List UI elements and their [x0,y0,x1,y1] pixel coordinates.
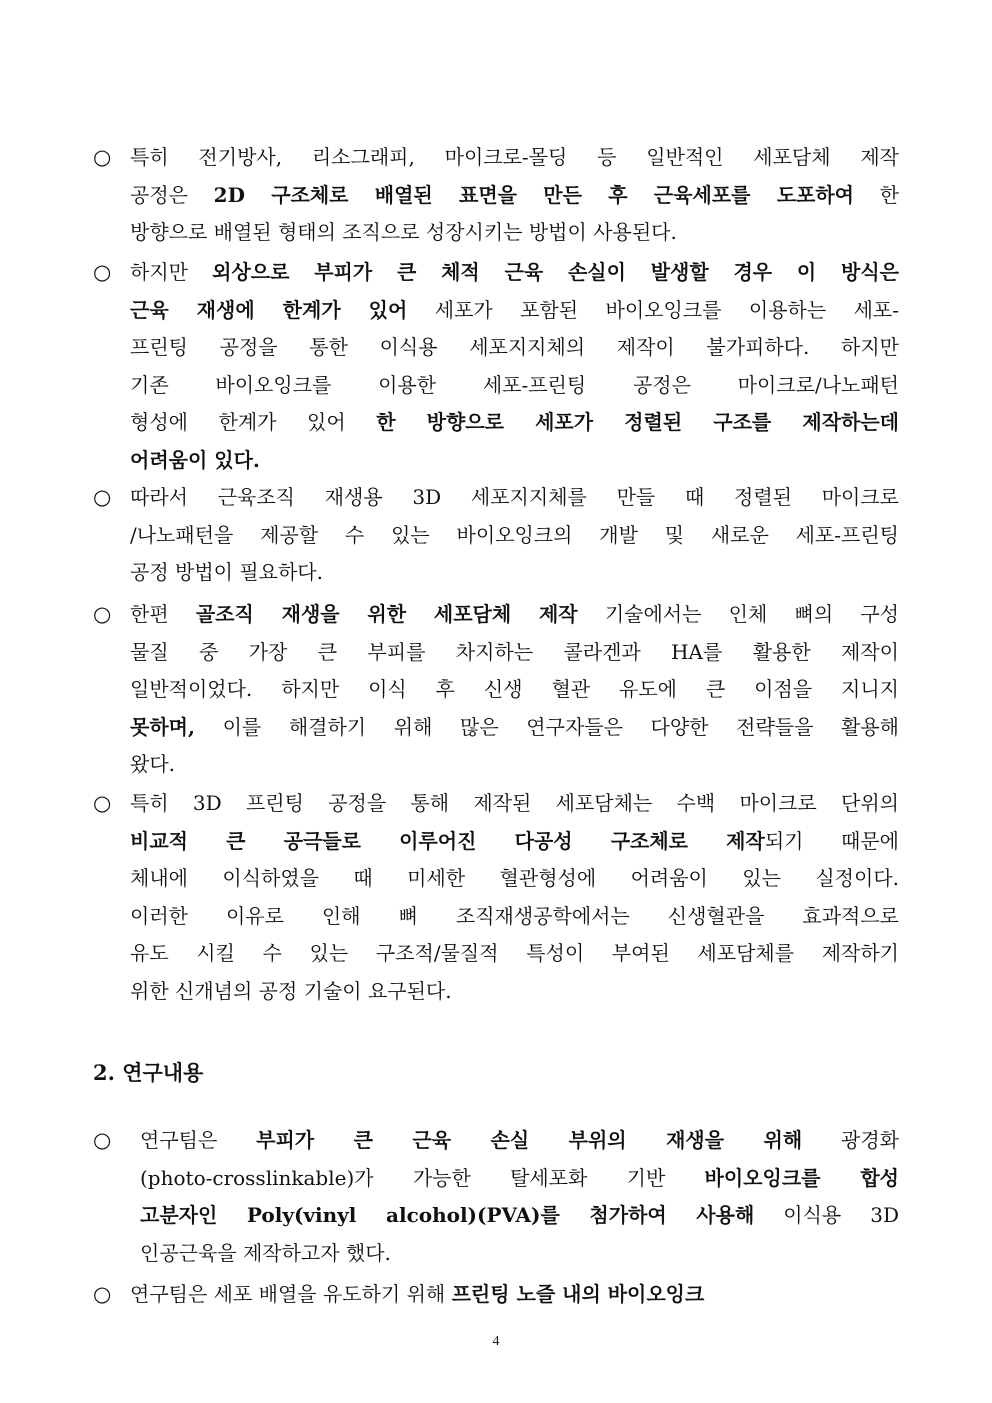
text-run: 기존 바이오잉크를 이용한 세포-프린팅 공정은 마이크로/나노패턴 [130,372,899,397]
text-run: 공정 방법이 필요하다. [130,560,323,584]
paragraph-text [130,254,899,479]
paragraph-text [130,785,899,1010]
text-line [140,1122,899,1160]
text-line [130,596,899,634]
text-run: 왔다. [130,752,175,776]
bullet-circle: ○ [93,260,112,284]
bold-run: 고분자인 Poly(vinyl alcohol)(PVA)를 첨가하여 사용해 [140,1203,755,1227]
text-line [130,671,899,709]
text-line [130,709,899,747]
bullet-circle: ○ [93,602,112,626]
text-run: 연구팀은 [140,1128,257,1152]
text-run: 따라서 근육조직 재생용 3D 세포지지체를 만들 때 정렬된 마이크로 [130,485,899,509]
text-line [130,177,899,215]
text-run: 세포가 포함된 바이오잉크를 이용하는 세포- [407,297,899,322]
text-run: 위한 신개념의 공정 기술이 요구된다. [130,978,452,1003]
text-run: 연구팀은 세포 배열을 유도하기 위해 [130,1282,452,1306]
text-line [130,517,899,555]
text-line [130,785,899,823]
paragraph-text [130,596,899,784]
text-line [130,254,899,292]
text-line [130,479,899,517]
text-line [130,442,899,480]
text-run: 특히 3D 프린팅 공정을 통해 제작된 세포담체는 수백 마이크로 단위의 [130,791,899,815]
text-run: /나노패턴을 제공할 수 있는 바이오잉크의 개발 및 새로운 세포-프린팅 [130,522,899,547]
text-run: 이식용 3D [754,1203,900,1227]
text-run: 되기 때문에 [764,828,899,853]
section-heading: 2. 연구내용 [93,1060,204,1085]
text-run: 이를 해결하기 위해 많은 연구자들은 다양한 전략들을 활용해 [194,714,899,739]
text-run: 일반적이었다. 하지만 이식 후 신생 혈관 유도에 큰 이점을 지니지 [130,677,899,701]
bold-run: 못하며, [130,714,195,739]
bold-run: 부피가 큰 근육 손실 부위의 재생을 위해 [256,1128,803,1152]
text-line [130,139,899,177]
text-line [140,1197,899,1235]
bold-run: 어려움이 있다. [130,447,260,472]
text-run: 기술에서는 인체 뼈의 구성 [577,602,899,626]
text-line [130,935,899,973]
text-line [130,634,899,672]
text-line [130,823,899,861]
bullet-circle: ○ [93,1128,112,1152]
text-run: 특히 전기방사, 리소그래피, 마이크로-몰딩 등 일반적인 세포담체 제작 [130,145,899,169]
text-line [130,898,899,936]
text-run: 한편 [130,602,196,626]
paragraph-text [130,479,899,592]
bold-run: 바이오잉크를 합성 [704,1165,899,1190]
page-number: 4 [492,1334,500,1349]
text-run: 유도 시킬 수 있는 구조적/물질적 특성이 부여된 세포담체를 제작하기 [130,941,899,965]
paragraph-text [130,1276,899,1314]
bold-run: 한 방향으로 세포가 정렬된 구조를 제작하는데 [376,410,899,434]
text-line [140,1160,899,1198]
text-run: 형성에 한계가 있어 [130,410,377,434]
bold-run: 골조직 재생을 위한 세포담체 제작 [195,602,578,626]
text-run: 광경화 [802,1128,899,1152]
text-run: 체내에 이식하였을 때 미세한 혈관형성에 어려움이 있는 실정이다. [130,866,899,890]
text-line [130,860,899,898]
bullet-circle: ○ [93,485,112,509]
text-line [130,1276,899,1314]
bullet-circle: ○ [93,145,112,169]
text-line [130,329,899,367]
text-line [130,973,899,1011]
bold-run: 프린팅 노즐 내의 바이오잉크 [451,1282,705,1306]
text-line [130,554,899,592]
text-run: 하지만 [130,260,213,284]
paragraph-text [140,1122,899,1272]
text-run: 인공근육을 제작하고자 했다. [140,1240,391,1265]
text-run: (photo-crosslinkable)가 가능한 탈세포화 기반 [140,1165,705,1190]
text-line [130,404,899,442]
bullet-circle: ○ [93,1282,112,1306]
bold-run: 근육 재생에 한계가 있어 [130,297,408,322]
bold-run: 2D 구조체로 배열된 표면을 만든 후 근육세포를 도포하여 [213,182,854,207]
text-run: 이러한 이유로 인해 뼈 조직재생공학에서는 신생혈관을 효과적으로 [130,903,899,928]
text-line [130,214,899,252]
paragraph-text [130,139,899,252]
bold-run: 비교적 큰 공극들로 이루어진 다공성 구조체로 제작 [130,828,765,853]
text-run: 방향으로 배열된 형태의 조직으로 성장시키는 방법이 사용된다. [130,220,677,244]
text-run: 공정은 [130,182,214,207]
bullet-circle: ○ [93,791,112,815]
text-run: 물질 중 가장 큰 부피를 차지하는 콜라겐과 HA를 활용한 제작이 [130,639,899,664]
text-line [140,1235,899,1273]
text-line [130,367,899,405]
text-run: 한 [853,182,899,207]
text-line [130,746,899,784]
text-run: 프린팅 공정을 통한 이식용 세포지지체의 제작이 불가피하다. 하지만 [130,335,899,359]
text-line [130,292,899,330]
bold-run: 외상으로 부피가 큰 체적 근육 손실이 발생할 경우 이 방식은 [212,260,899,284]
